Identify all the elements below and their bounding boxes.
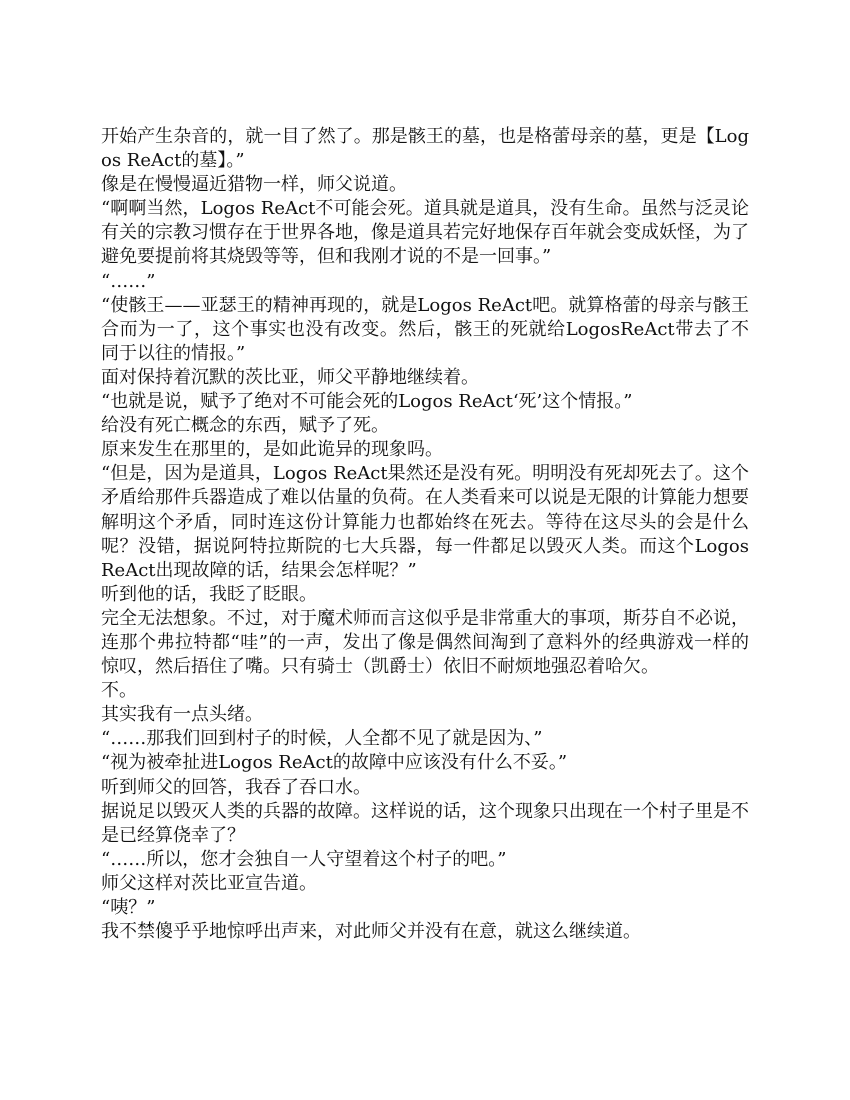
paragraph: 不。 (101, 680, 137, 702)
paragraph: “使骸王——亚瑟王的精神再现的，就是Logos ReAct吧。就算格蕾的母亲与骸王合而为一了，这个事实也没有改变。然后，骸王的死就给LogosReAct带去了不同于以往的情报。” (101, 294, 749, 364)
paragraph: 听到师父的回答，我吞了吞口水。 (101, 776, 371, 798)
paragraph: 开始产生杂音的，就一目了然了。那是骸王的墓，也是格蕾母亲的墓，更是【Logos ReAct的墓】。” (101, 126, 749, 172)
paragraph: “……所以，您才会独自一人守望着这个村子的吧。” (101, 848, 507, 870)
paragraph: 师父这样对茨比亚宣告道。 (101, 872, 317, 894)
paragraph: 给没有死亡概念的东西，赋予了死。 (101, 415, 389, 437)
paragraph: “但是，因为是道具，Logos ReAct果然还是没有死。明明没有死却死去了。这个矛盾给那件兵器造成了难以估量的负荷。在人类看来可以说是无限的计算能力想要解明这个矛盾，同时连这份计算能力也都始终在死去。等待在这尽头的会是什么呢？没错，据说阿特拉斯院的七大兵器，每一件都足以毁灭人类。而这个Logos ReAct出现故障的话，结果会怎样呢？” (101, 463, 749, 581)
paragraph: “视为被牵扯进Logos ReAct的故障中应该没有什么不妥。” (101, 752, 568, 774)
paragraph: 完全无法想象。不过，对于魔术师而言这似乎是非常重大的事项，斯芬自不必说，连那个弗拉特都“哇”的一声，发出了像是偶然间淘到了意料外的经典游戏一样的惊叹，然后捂住了嘴。只有骑士（凯爵士）依旧不耐烦地强忍着哈欠。 (101, 607, 749, 678)
document-page (101, 125, 749, 944)
paragraph: 原来发生在那里的，是如此诡异的现象吗。 (101, 439, 443, 461)
paragraph: “也就是说，赋予了绝对不可能会死的Logos ReAct‘死’这个情报。” (101, 391, 633, 413)
paragraph: 据说足以毁灭人类的兵器的故障。这样说的话，这个现象只出现在一个村子里是不是已经算侥幸了？ (101, 800, 749, 846)
paragraph: “啊啊当然，Logos ReAct不可能会死。道具就是道具，没有生命。虽然与泛灵论有关的宗教习惯存在于世界各地，像是道具若完好地保存百年就会变成妖怪，为了避免要提前将其烧毁等等，但和我刚才说的不是一回事。” (101, 198, 749, 268)
paragraph: 听到他的话，我眨了眨眼。 (101, 583, 317, 605)
paragraph: “咦？” (101, 897, 156, 918)
paragraph: 我不禁傻乎乎地惊呼出声来，对此师父并没有在意，就这么继续道。 (101, 921, 641, 943)
paragraph: “……” (101, 270, 156, 292)
paragraph: 像是在慢慢逼近猎物一样，师父说道。 (101, 174, 407, 196)
paragraph: 面对保持着沉默的茨比亚，师父平静地继续着。 (101, 366, 479, 388)
paragraph: “……那我们回到村子的时候，人全都不见了就是因为、” (101, 728, 543, 750)
paragraph: 其实我有一点头绪。 (101, 704, 263, 726)
